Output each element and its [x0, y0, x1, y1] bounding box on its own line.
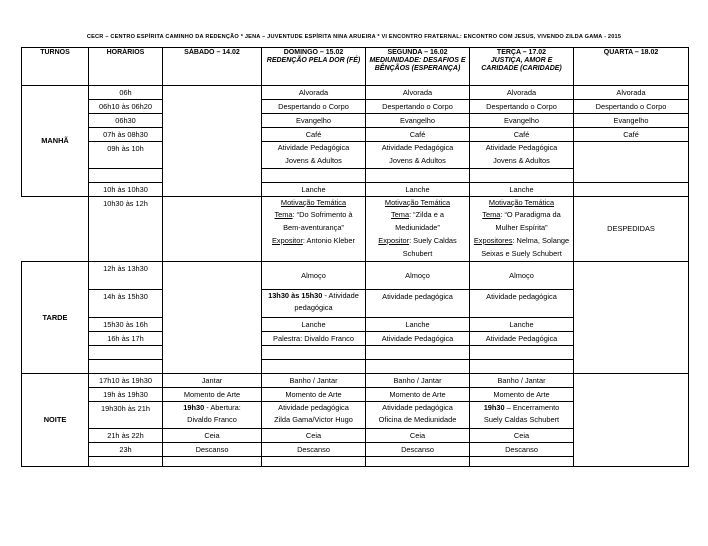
cell: Descanso [470, 442, 574, 456]
cell: Descanso [163, 442, 262, 456]
cell [262, 142, 366, 169]
header-sabado: SÁBADO – 14.02 [163, 48, 262, 86]
empty-cell [262, 456, 366, 466]
cell-line: Jovens & Adultos [285, 155, 342, 165]
cell [470, 401, 574, 428]
cell: Alvorada [262, 86, 366, 100]
cell: Ceia [470, 428, 574, 442]
segunda-theme: MEDIUNIDADE: DESAFIOS E BÊNÇÃOS (ESPERANÇA) [369, 57, 466, 72]
empty-cell [262, 345, 366, 359]
tema-text: : “Zilda e a [409, 210, 444, 220]
cell: Palestra: Divaldo Franco [262, 331, 366, 345]
terca-theme: JUSTIÇA, AMOR E CARIDADE (CARIDADE) [481, 57, 562, 72]
empty-cell [470, 345, 574, 359]
time-cell: 10h30 às 12h [89, 196, 163, 261]
tema-label: Tema [391, 210, 410, 220]
cell-text: – Encerramento [504, 402, 560, 412]
document-title: CECR – CENTRO ESPÍRITA CAMINHO DA REDENÇÃO * JENA – JUVENTUDE ESPÍRITA NINA ARUEIRA * VI ENCONTRO FRATERNAL: ENCONTRO COM JESUS, VIVENDO ZILDA GAMA - 2015 [86, 34, 622, 40]
table-row [22, 100, 689, 114]
cell: Ceia [262, 428, 366, 442]
table-row [22, 373, 689, 387]
motivacao-label: Motivação Temática [280, 197, 347, 207]
table-row [22, 142, 689, 169]
empty-cell [574, 142, 689, 183]
motivacao-domingo [262, 196, 366, 261]
empty-cell [163, 261, 262, 373]
empty-cell [262, 168, 366, 182]
tema-label: Tema [482, 210, 501, 220]
expositor-text-2: Seixas e Suely Schubert [481, 248, 562, 258]
cell [470, 142, 574, 169]
cell-line: Atividade Pedagógica [485, 143, 558, 152]
motivacao-label: Motivação Temática [488, 197, 555, 207]
tema-text: : “Do Sofrimento à [292, 210, 353, 220]
time-cell: 19h às 19h30 [89, 387, 163, 401]
empty-cell [470, 168, 574, 182]
cell: Alvorada [366, 86, 470, 100]
time-cell: 09h às 10h [89, 142, 163, 169]
cell [366, 401, 470, 428]
cell-line: pedagógica [294, 303, 333, 313]
cell: Café [574, 128, 689, 142]
expositor-label: Expositor [272, 235, 303, 245]
cell: Atividade pedagógica [366, 289, 470, 317]
cell-line: Atividade pedagógica [278, 402, 349, 412]
cell: Lanche [366, 182, 470, 196]
cell: Descanso [262, 442, 366, 456]
time-cell: 10h às 10h30 [89, 182, 163, 196]
cell: Lanche [366, 317, 470, 331]
table-row [22, 86, 689, 100]
cell: Momento de Arte [470, 387, 574, 401]
empty-cell [470, 359, 574, 373]
empty-cell [366, 359, 470, 373]
expositor-text: : Antonio Kleber [302, 235, 355, 245]
cell-line: Atividade Pedagógica [277, 143, 350, 152]
empty-cell [366, 345, 470, 359]
table-row [22, 261, 689, 289]
cell: Lanche [262, 182, 366, 196]
cell: Descanso [366, 442, 470, 456]
cell: Despertando o Corpo [574, 100, 689, 114]
time-cell: 12h às 13h30 [89, 261, 163, 289]
schedule-table [21, 47, 689, 467]
cell: Almoço [262, 261, 366, 289]
cell: Café [262, 128, 366, 142]
header-turnos: TURNOS [22, 48, 89, 86]
empty-cell [470, 456, 574, 466]
cell: Momento de Arte [366, 387, 470, 401]
cell-line: Atividade pedagógica [382, 402, 453, 412]
cell: Jantar [163, 373, 262, 387]
tema-text-2: Mulher Espírita” [495, 223, 548, 233]
header-row [22, 48, 689, 86]
header-horarios: HORÁRIOS [89, 48, 163, 86]
time-bold: 19h30 [483, 402, 505, 412]
cell: Café [366, 128, 470, 142]
cell: Banho / Jantar [262, 373, 366, 387]
cell-text: - Atividade [322, 290, 359, 300]
segunda-date: SEGUNDA – 16.02 [387, 49, 448, 56]
cell-line: Jovens & Adultos [389, 155, 446, 165]
time-cell: 06h [89, 86, 163, 100]
cell: Despertando o Corpo [262, 100, 366, 114]
terca-date: TERÇA – 17.02 [496, 49, 547, 56]
cell-line: Jovens & Adultos [493, 155, 550, 165]
empty-cell [163, 86, 262, 197]
cell: Atividade Pedagógica [470, 331, 574, 345]
time-cell: 14h às 15h30 [89, 289, 163, 317]
tema-text: : “O Paradigma da [500, 210, 561, 220]
expositor-text: : Suely Caldas [409, 235, 457, 245]
expositores-label: Expositores [473, 235, 513, 245]
cell: Almoço [366, 261, 470, 289]
empty-cell [574, 261, 689, 373]
table-row [22, 128, 689, 142]
motivacao-label: Motivação Temática [384, 197, 451, 207]
cell: Café [470, 128, 574, 142]
cell: Evangelho [366, 114, 470, 128]
time-cell: 19h30h às 21h [89, 401, 163, 428]
cell [262, 289, 366, 317]
cell: Alvorada [574, 86, 689, 100]
cell-line: Atividade Pedagógica [381, 143, 454, 152]
time-bold: 19h30 [183, 402, 205, 412]
cell: Banho / Jantar [366, 373, 470, 387]
time-cell: 06h10 às 06h20 [89, 100, 163, 114]
tema-text-2: Bem-aventurança” [283, 223, 344, 233]
cell: Lanche [470, 317, 574, 331]
header-quarta: QUARTA – 18.02 [574, 48, 689, 86]
motivacao-terca [470, 196, 574, 261]
cell: Lanche [470, 182, 574, 196]
header-segunda [366, 48, 470, 86]
cell: Despertando o Corpo [470, 100, 574, 114]
tema-label: Tema [274, 210, 293, 220]
empty-cell [163, 456, 262, 466]
cell: Ceia [163, 428, 262, 442]
cell-line: Oficina de Mediunidade [378, 415, 457, 425]
cell: Despertando o Corpo [366, 100, 470, 114]
time-cell [89, 359, 163, 373]
time-cell: 15h30 às 16h [89, 317, 163, 331]
cell: Evangelho [574, 114, 689, 128]
time-cell: 23h [89, 442, 163, 456]
cell: Atividade Pedagógica [366, 331, 470, 345]
time-cell: 06h30 [89, 114, 163, 128]
cell: Banho / Jantar [470, 373, 574, 387]
cell: Evangelho [470, 114, 574, 128]
expositor-text-2: Schubert [402, 248, 433, 258]
despedidas: DESPEDIDAS [574, 196, 689, 261]
cell [366, 142, 470, 169]
cell: Atividade pedagógica [470, 289, 574, 317]
time-cell [89, 345, 163, 359]
cell: Evangelho [262, 114, 366, 128]
cell [262, 401, 366, 428]
cell: Momento de Arte [262, 387, 366, 401]
cell: Alvorada [470, 86, 574, 100]
motivacao-segunda [366, 196, 470, 261]
empty-cell [366, 456, 470, 466]
cell: Lanche [262, 317, 366, 331]
time-cell [89, 456, 163, 466]
empty-cell [574, 373, 689, 466]
cell [163, 401, 262, 428]
table-row [22, 114, 689, 128]
time-cell: 07h às 08h30 [89, 128, 163, 142]
shift-manha: MANHÃ [22, 86, 89, 197]
table-row [22, 182, 689, 196]
cell: Momento de Arte [163, 387, 262, 401]
empty-cell [366, 168, 470, 182]
expositor-text: : Nelma, Solange [512, 235, 570, 245]
cell-text: - Abertura: [204, 402, 241, 412]
time-cell [89, 168, 163, 182]
time-cell: 21h às 22h [89, 428, 163, 442]
cell-line: Suely Caldas Schubert [483, 415, 560, 425]
cell: Almoço [470, 261, 574, 289]
header-terca [470, 48, 574, 86]
expositor-label: Expositor [378, 235, 410, 245]
time-cell: 17h10 às 19h30 [89, 373, 163, 387]
cell-line: Zilda Gama/Victor Hugo [274, 415, 353, 425]
time-cell: 16h às 17h [89, 331, 163, 345]
domingo-theme: REDENÇÃO PELA DOR (FÉ) [266, 57, 361, 64]
shift-noite: NOITE [22, 373, 89, 466]
shift-tarde: TARDE [22, 261, 89, 373]
cell-line: Divaldo Franco [187, 415, 237, 425]
empty-cell [574, 182, 689, 196]
domingo-date: DOMINGO – 15.02 [283, 49, 344, 56]
header-domingo [262, 48, 366, 86]
time-bold: 13h30 às 15h30 [268, 290, 323, 300]
empty-cell [262, 359, 366, 373]
tema-text-2: Mediunidade” [395, 223, 440, 233]
cell: Ceia [366, 428, 470, 442]
